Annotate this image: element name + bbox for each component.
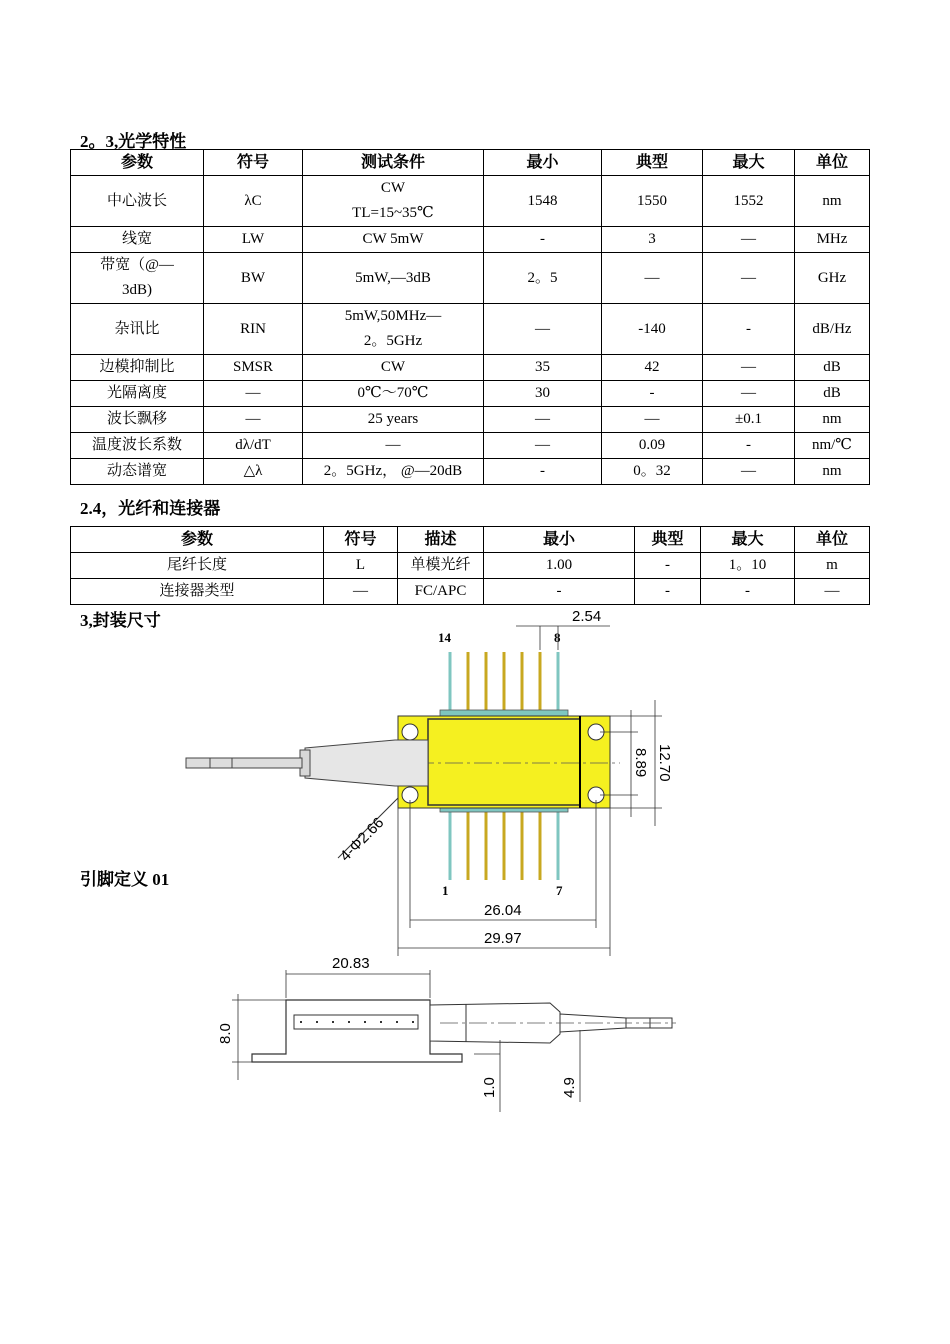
dim-2083-label: 20.83 [332,955,370,972]
section-3-title: 3,封装尺寸 [80,611,161,630]
min-cell: 30 [484,381,602,407]
pin-7-label: 7 [556,883,563,898]
dim-80-label: 8.0 [217,1023,234,1044]
param-cell: 波长飘移 [71,407,204,433]
unit-cell: nm [795,176,870,227]
max-cell: - [703,304,795,355]
unit-cell: dB [795,355,870,381]
pin-8-label: 8 [554,630,561,645]
side-window [294,1015,418,1029]
param-cell: 杂讯比 [71,304,204,355]
param-cell: 中心波长 [71,176,204,227]
typ-cell: - [635,553,701,579]
min-cell: 1.00 [484,553,635,579]
min-cell: 2。5 [484,253,602,304]
unit-cell: nm/℃ [795,433,870,459]
description-cell: FC/APC [398,579,484,605]
section-2-3-title: 2。3,光学特性 [80,132,187,151]
unit-cell: GHz [795,253,870,304]
param-cell: 光隔离度 [71,381,204,407]
dim-1270-label: 12.70 [656,744,673,782]
typ-cell: — [602,253,703,304]
min-cell: — [484,407,602,433]
max-cell: - [703,433,795,459]
typ-cell: - [635,579,701,605]
fiber-pigtail [186,758,302,768]
param-line: 3dB) [122,282,152,298]
typ-cell: -140 [602,304,703,355]
param-cell: 动态谱宽 [71,459,204,485]
unit-cell: — [795,579,870,605]
top-pins [450,652,558,716]
symbol-cell: dλ/dT [204,433,303,459]
section-2-4-title: 2.4，光纤和连接器 [80,499,221,518]
symbol-cell: — [204,407,303,433]
max-cell: ±0.1 [703,407,795,433]
header-cell: 符号 [324,527,398,553]
param-line: 带宽（@— [100,257,174,273]
param-cell: 线宽 [71,227,204,253]
typ-cell: 1550 [602,176,703,227]
symbol-cell: BW [204,253,303,304]
header-cell: 单位 [795,527,870,553]
header-cell: 典型 [602,150,703,176]
header-cell: 参数 [71,150,204,176]
max-cell: — [703,253,795,304]
min-cell: - [484,579,635,605]
symbol-cell: LW [204,227,303,253]
condition-cell: 5mW,—3dB [303,253,484,304]
condition-line: 2。5GHz [363,333,423,349]
header-cell: 测试条件 [303,150,484,176]
pin-1-label: 1 [442,883,449,898]
condition-line: CW [380,180,406,196]
symbol-cell: L [324,553,398,579]
header-cell: 描述 [398,527,484,553]
min-cell: — [484,304,602,355]
max-cell: — [703,355,795,381]
unit-cell: m [795,553,870,579]
dim-49-label: 4.9 [561,1077,578,1098]
max-cell: — [703,381,795,407]
symbol-cell: RIN [204,304,303,355]
min-cell: 35 [484,355,602,381]
typ-cell: - [602,381,703,407]
dim-hole-label: 4-Φ2.66 [336,814,388,865]
typ-cell: 42 [602,355,703,381]
param-cell: 边模抑制比 [71,355,204,381]
min-cell: - [484,459,602,485]
dim-2604-label: 26.04 [484,902,522,919]
dim-10-label: 1.0 [481,1077,498,1098]
unit-cell: MHz [795,227,870,253]
header-cell: 符号 [204,150,303,176]
typ-cell: 0。32 [602,459,703,485]
typ-cell: 0.09 [602,433,703,459]
header-cell: 最小 [484,150,602,176]
bottom-pins [450,808,558,880]
min-cell: 1548 [484,176,602,227]
symbol-cell: — [204,381,303,407]
header-cell: 参数 [71,527,324,553]
condition-cell: 25 years [303,407,484,433]
condition-line: 5mW,50MHz— [344,308,442,324]
symbol-cell: λC [204,176,303,227]
fiber-sleeve [305,740,428,786]
param-cell: 尾纤长度 [71,553,324,579]
pin-definition-title: 引脚定义 01 [80,870,170,889]
condition-cell: CW 5mW [303,227,484,253]
condition-cell: 0℃～70℃ [303,381,484,407]
dim-254-label: 2.54 [572,608,602,625]
max-cell: - [701,579,795,605]
max-cell: — [703,227,795,253]
param-cell: 连接器类型 [71,579,324,605]
header-cell: 单位 [795,150,870,176]
symbol-cell: △λ [204,459,303,485]
symbol-cell: SMSR [204,355,303,381]
header-cell: 最大 [701,527,795,553]
header-cell: 最大 [703,150,795,176]
pin-14-label: 14 [438,630,451,645]
typ-cell: — [602,407,703,433]
unit-cell: dB/Hz [795,304,870,355]
min-cell: - [484,227,602,253]
unit-cell: nm [795,459,870,485]
condition-cell: CW [303,355,484,381]
max-cell: — [703,459,795,485]
unit-cell: nm [795,407,870,433]
package-body [428,719,580,805]
header-cell: 最小 [484,527,635,553]
mounting-hole [402,724,418,740]
condition-cell: 2。5GHz， @—20dB [303,459,484,485]
max-cell: 1。10 [701,553,795,579]
dim-2997-label: 29.97 [484,930,522,947]
header-cell: 典型 [635,527,701,553]
dim-889-label: 8.89 [632,748,649,778]
condition-cell: — [303,433,484,459]
unit-cell: dB [795,381,870,407]
min-cell: — [484,433,602,459]
typ-cell: 3 [602,227,703,253]
condition-line: TL=15~35℃ [352,205,434,221]
param-cell: 温度波长系数 [71,433,204,459]
description-cell: 单模光纤 [398,553,484,579]
max-cell: 1552 [703,176,795,227]
symbol-cell: — [324,579,398,605]
